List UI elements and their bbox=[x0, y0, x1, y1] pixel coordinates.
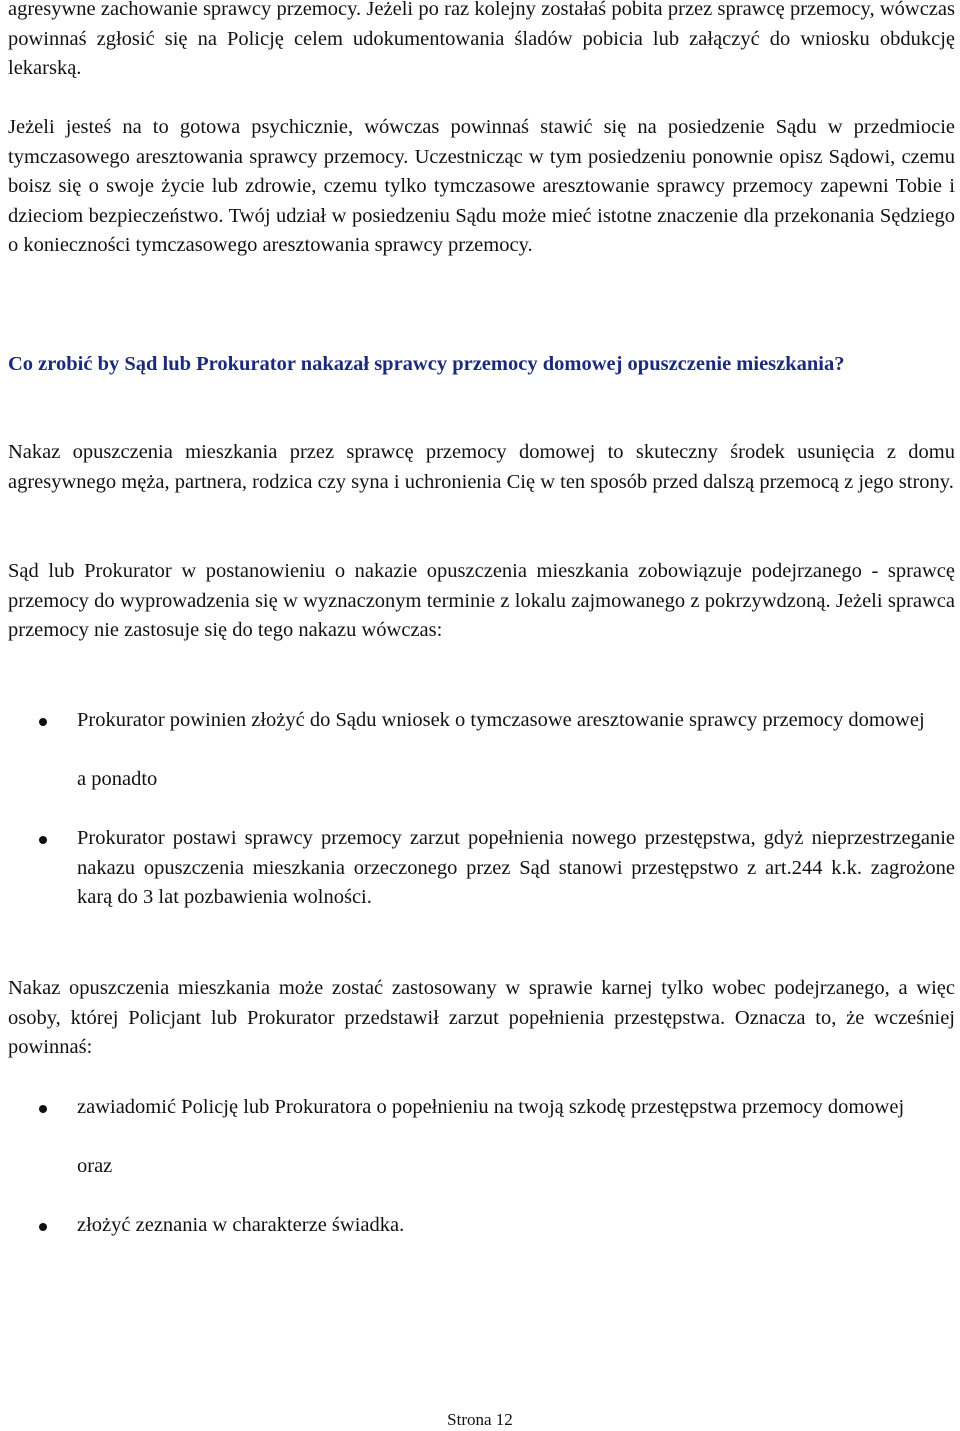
list-item bbox=[8, 1211, 955, 1241]
list-spacer bbox=[8, 1123, 955, 1153]
bullet-icon bbox=[39, 1223, 47, 1231]
section-heading: Co zrobić by Sąd lub Prokurator nakazał sprawcy przemocy domowej opuszczenie mieszkania? bbox=[8, 353, 845, 375]
list-item bbox=[8, 1093, 955, 1123]
paragraph-criminal-case: Nakaz opuszczenia mieszkania może zostać zastosowany w sprawie karnej tylko wobec podejrzanego, a więc osoby, której Policjant lub Prokurator przedstawił zarzut popełnienia przestępstwa. Oznacza to, że wcześniej powinnaś: bbox=[8, 977, 955, 1058]
paragraph-eviction-order: Nakaz opuszczenia mieszkania przez sprawcę przemocy domowej to skuteczny środek usunięcia z domu agresywnego męża, partnera, rodzica czy syna i uchronienia Cię w ten sposób przed dalszą przemocą z jego strony. bbox=[8, 441, 955, 493]
list-item-text: Prokurator postawi sprawcy przemocy zarzut popełnienia nowego przestępstwa, gdyż nieprzestrzeganie nakazu opuszczenia mieszkania orzeczonego przez Sąd stanowi przestępstwo z art.244 k.k. zagrożone karą do 3 lat pozbawienia wolności. bbox=[77, 827, 955, 908]
list-item bbox=[8, 706, 955, 736]
list-item-text: zawiadomić Policję lub Prokuratora o popełnieniu na twoją szkodę przestępstwa przemocy domowej bbox=[77, 1096, 905, 1118]
list-spacer bbox=[8, 1182, 955, 1212]
bullet-icon bbox=[39, 1105, 47, 1113]
paragraph-court-hearing: Jeżeli jesteś na to gotowa psychicznie, wówczas powinnaś stawić się na posiedzenie Sądu w przedmiocie tymczasowego aresztowania sprawcy przemocy. Uczestnicząc w tym posiedzeniu ponownie opisz Sądowi, czemu boisz się o swoje życie lub zdrowie, czemu tylko tymczasowe aresztowanie sprawcy przemocy zapewni Tobie i dzieciom bezpieczeństwo. Twój udział w posiedzeniu Sądu może mieć istotne znaczenie dla przekonania Sędziego o konieczności tymczasowego aresztowania sprawcy przemocy. bbox=[8, 116, 955, 256]
list-spacer bbox=[8, 736, 955, 766]
list-item-text: Prokurator powinien złożyć do Sądu wniosek o tymczasowe aresztowanie sprawcy przemocy domowej bbox=[77, 709, 925, 731]
bullet-icon bbox=[39, 718, 47, 726]
paragraph-prosecutor-obligation: Sąd lub Prokurator w postanowieniu o nakazie opuszczenia mieszkania zobowiązuje podejrzanego - sprawcę przemocy do wyprowadzenia się w wyznaczonym terminie z lokalu zajmowanego z pokrzywdzoną. Jeżeli sprawca przemocy nie zastosuje się do tego nakazu wówczas: bbox=[8, 560, 955, 641]
list-spacer bbox=[8, 795, 955, 825]
list-connector: oraz bbox=[77, 1155, 113, 1177]
consequences-list bbox=[8, 706, 955, 913]
page-number: Strona 12 bbox=[447, 1410, 513, 1429]
list-item bbox=[8, 824, 955, 913]
paragraph-continuation: agresywne zachowanie sprawcy przemocy. Jeżeli po raz kolejny zostałaś pobita przez sprawcę przemocy, wówczas powinnaś zgłosić się na Policję celem udokumentowania śladów pobicia lub załączyć do wniosku obdukcję lekarską. bbox=[8, 0, 955, 79]
list-connector: a ponadto bbox=[77, 768, 158, 790]
list-item-text: złożyć zeznania w charakterze świadka. bbox=[77, 1214, 405, 1236]
bullet-icon bbox=[39, 836, 47, 844]
prerequisites-list bbox=[8, 1093, 955, 1241]
